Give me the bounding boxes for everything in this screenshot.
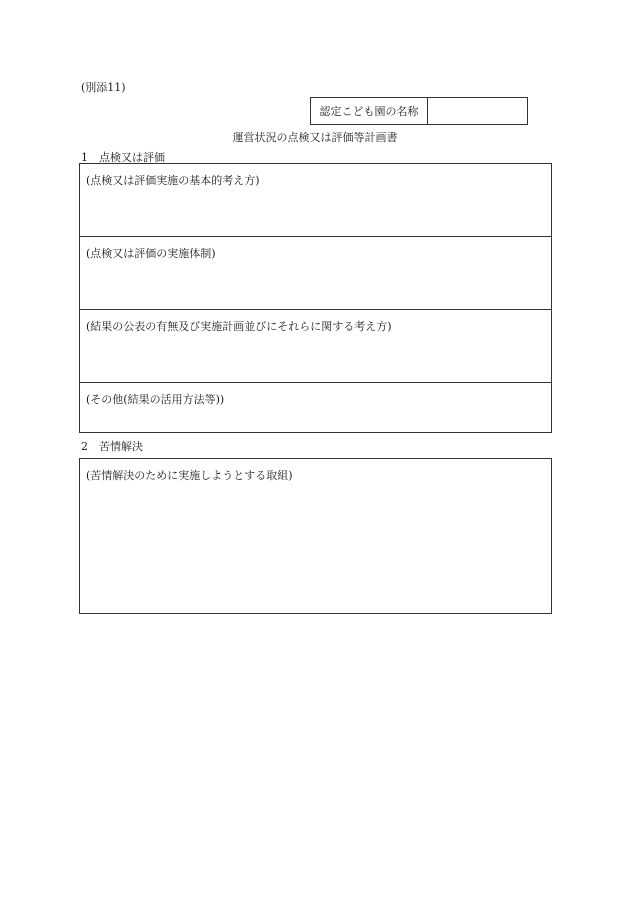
section1-table xyxy=(79,163,552,433)
annex-label: (別添11) xyxy=(81,81,126,94)
section2-heading: 2 苦情解決 xyxy=(81,440,143,453)
evaluation-structure-label: (点検又は評価の実施体制) xyxy=(86,247,216,260)
facility-name-label: 認定こども園の名称 xyxy=(311,98,428,124)
complaint-resolution-field[interactable] xyxy=(80,459,551,613)
facility-name-field[interactable] xyxy=(428,98,527,124)
other-usage-label: (その他(結果の活用方法等)) xyxy=(86,393,225,406)
section1-heading: 1 点検又は評価 xyxy=(81,151,165,164)
evaluation-policy-label: (点検又は評価実施の基本的考え方) xyxy=(86,174,260,187)
section2-table xyxy=(79,458,552,614)
evaluation-structure-field[interactable] xyxy=(80,237,551,310)
other-usage-field[interactable] xyxy=(80,383,551,432)
document-title: 運営状況の点検又は評価等計画書 xyxy=(232,131,398,144)
facility-name-table xyxy=(310,97,528,125)
results-publication-field[interactable] xyxy=(80,310,551,383)
results-publication-label: (結果の公表の有無及び実施計画並びにそれらに関する考え方) xyxy=(86,320,392,333)
complaint-resolution-label: (苦情解決のために実施しようとする取組) xyxy=(86,469,293,482)
evaluation-policy-field[interactable] xyxy=(80,164,551,237)
